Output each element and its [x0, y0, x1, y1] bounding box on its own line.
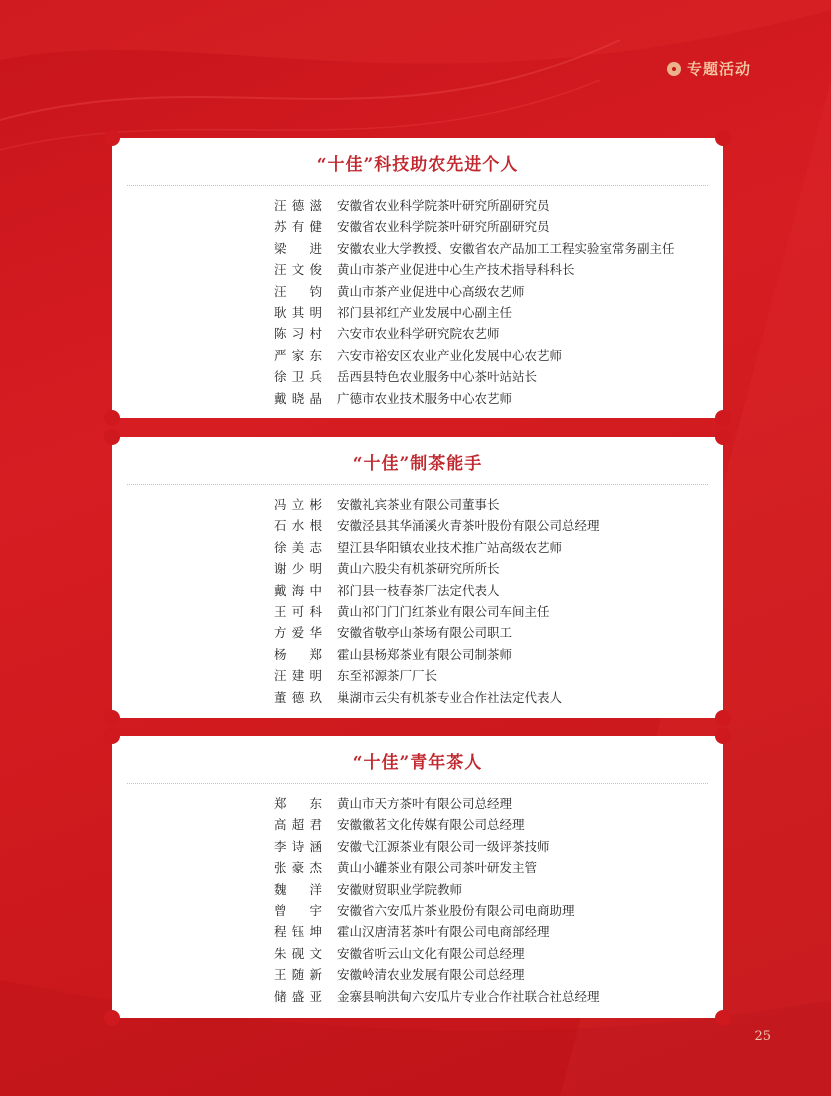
list-item	[112, 558, 723, 579]
person-role: 安徽省六安瓜片茶业股份有限公司电商助理	[337, 902, 575, 918]
card-young-tea-award	[112, 736, 723, 1018]
list-item	[112, 921, 723, 942]
person-role: 安徽省听云山文化有限公司总经理	[337, 945, 525, 961]
person-role: 黄山祁门门门红茶业有限公司车间主任	[337, 603, 550, 619]
person-role: 安徽弋江源茶业有限公司一级评茶技师	[337, 838, 550, 854]
person-name: 徐卫兵	[274, 369, 322, 385]
list-item	[112, 580, 723, 601]
person-name: 程钰坤	[274, 924, 322, 940]
card-title: “十佳”制茶能手	[352, 454, 483, 474]
person-role: 黄山市茶产业促进中心高级农艺师	[337, 283, 525, 299]
list-item	[112, 986, 723, 1007]
person-name: 戴海中	[274, 582, 322, 598]
person-name: 汪 钧	[274, 283, 322, 299]
person-role: 广德市农业技术服务中心农艺师	[337, 390, 513, 406]
person-role: 东至祁源茶厂厂长	[337, 668, 438, 684]
list-item	[112, 515, 723, 536]
list-item	[112, 879, 723, 900]
person-name: 耿其明	[274, 304, 322, 320]
person-name: 曾 宇	[274, 902, 322, 918]
list-item	[112, 857, 723, 878]
list-item	[112, 687, 723, 708]
person-role: 六安市农业科学研究院农艺师	[337, 326, 500, 342]
list-item	[112, 601, 723, 622]
person-role: 安徽徽茗文化传媒有限公司总经理	[337, 817, 525, 833]
list-item	[112, 345, 723, 366]
person-name: 方爱华	[274, 625, 322, 641]
person-role: 金寨县响洪甸六安瓜片专业合作社联合社总经理	[337, 988, 600, 1004]
list-item	[112, 793, 723, 814]
person-role: 六安市裕安区农业产业化发展中心农艺师	[337, 347, 563, 363]
person-role: 黄山市天方茶叶有限公司总经理	[337, 796, 513, 811]
list-item	[112, 302, 723, 323]
list-item	[112, 836, 723, 857]
person-name: 魏 洋	[274, 881, 322, 897]
card-tech-award	[112, 138, 723, 418]
person-name: 苏有健	[274, 219, 322, 235]
list-item	[112, 323, 723, 344]
person-name: 石水根	[274, 518, 322, 534]
card-title: “十佳”青年茶人	[352, 753, 483, 773]
person-role: 祁门县祁红产业发展中心副主任	[337, 304, 513, 320]
person-role: 霍山汉唐清茗茶叶有限公司电商部经理	[337, 924, 550, 940]
person-name: 严家东	[274, 347, 322, 363]
list-item	[112, 964, 723, 985]
list-item	[112, 943, 723, 964]
list-item	[112, 366, 723, 387]
list-item	[112, 238, 723, 259]
section-label: 专题活动	[686, 60, 751, 78]
person-name: 朱砚文	[274, 945, 322, 961]
bullet-icon	[667, 62, 681, 76]
person-role: 安徽泾县其华涌溪火青茶叶股份有限公司总经理	[337, 518, 600, 534]
people-list	[112, 485, 723, 708]
person-name: 董德玖	[274, 689, 322, 705]
person-name: 冯立彬	[274, 497, 322, 512]
person-name: 杨 郑	[274, 646, 322, 662]
person-role: 祁门县一枝春茶厂法定代表人	[337, 582, 500, 598]
person-name: 汪文俊	[274, 262, 322, 278]
card-title: “十佳”科技助农先进个人	[316, 155, 519, 175]
person-name: 郑 东	[274, 796, 322, 811]
person-role: 黄山市茶产业促进中心生产技术指导科科长	[337, 262, 575, 278]
section-header	[667, 58, 751, 79]
person-role: 安徽财贸职业学院教师	[337, 881, 463, 897]
person-role: 望江县华阳镇农业技术推广站高级农艺师	[337, 539, 563, 555]
person-role: 安徽岭清农业发展有限公司总经理	[337, 967, 525, 983]
person-role: 安徽省敬亭山茶场有限公司职工	[337, 625, 513, 641]
person-name: 梁 进	[274, 240, 322, 256]
person-name: 徐美志	[274, 539, 322, 555]
person-name: 高超君	[274, 817, 322, 833]
list-item	[112, 388, 723, 409]
person-role: 安徽省农业科学院茶叶研究所副研究员	[337, 198, 550, 213]
list-item	[112, 622, 723, 643]
person-name: 汪建明	[274, 668, 322, 684]
person-role: 霍山县杨郑茶业有限公司制茶师	[337, 646, 513, 662]
list-item	[112, 665, 723, 686]
person-name: 王随新	[274, 967, 322, 983]
card-tea-maker-award	[112, 437, 723, 718]
list-item	[112, 814, 723, 835]
list-item	[112, 281, 723, 302]
person-role: 巢湖市云尖有机茶专业合作社法定代表人	[337, 689, 563, 705]
people-list	[112, 784, 723, 1007]
people-list	[112, 186, 723, 409]
list-item	[112, 259, 723, 280]
person-role: 安徽农业大学教授、安徽省农产品加工工程实验室常务副主任	[337, 240, 675, 256]
person-role: 安徽礼宾茶业有限公司董事长	[337, 497, 500, 512]
person-name: 戴晓晶	[274, 390, 322, 406]
list-item	[112, 537, 723, 558]
list-item	[112, 494, 723, 515]
person-name: 张豪杰	[274, 860, 322, 876]
list-item	[112, 644, 723, 665]
person-role: 黄山小罐茶业有限公司茶叶研发主管	[337, 860, 538, 876]
list-item	[112, 195, 723, 216]
person-name: 陈习村	[274, 326, 322, 342]
person-name: 储盛亚	[274, 988, 322, 1004]
person-name: 谢少明	[274, 561, 322, 577]
page-number: 25	[754, 1029, 771, 1044]
person-name: 汪德滋	[274, 198, 322, 213]
person-name: 王可科	[274, 603, 322, 619]
list-item	[112, 216, 723, 237]
person-role: 安徽省农业科学院茶叶研究所副研究员	[337, 219, 550, 235]
person-role: 岳西县特色农业服务中心茶叶站站长	[337, 369, 538, 385]
list-item	[112, 900, 723, 921]
person-name: 李诗涵	[274, 838, 322, 854]
person-role: 黄山六股尖有机茶研究所所长	[337, 561, 500, 577]
